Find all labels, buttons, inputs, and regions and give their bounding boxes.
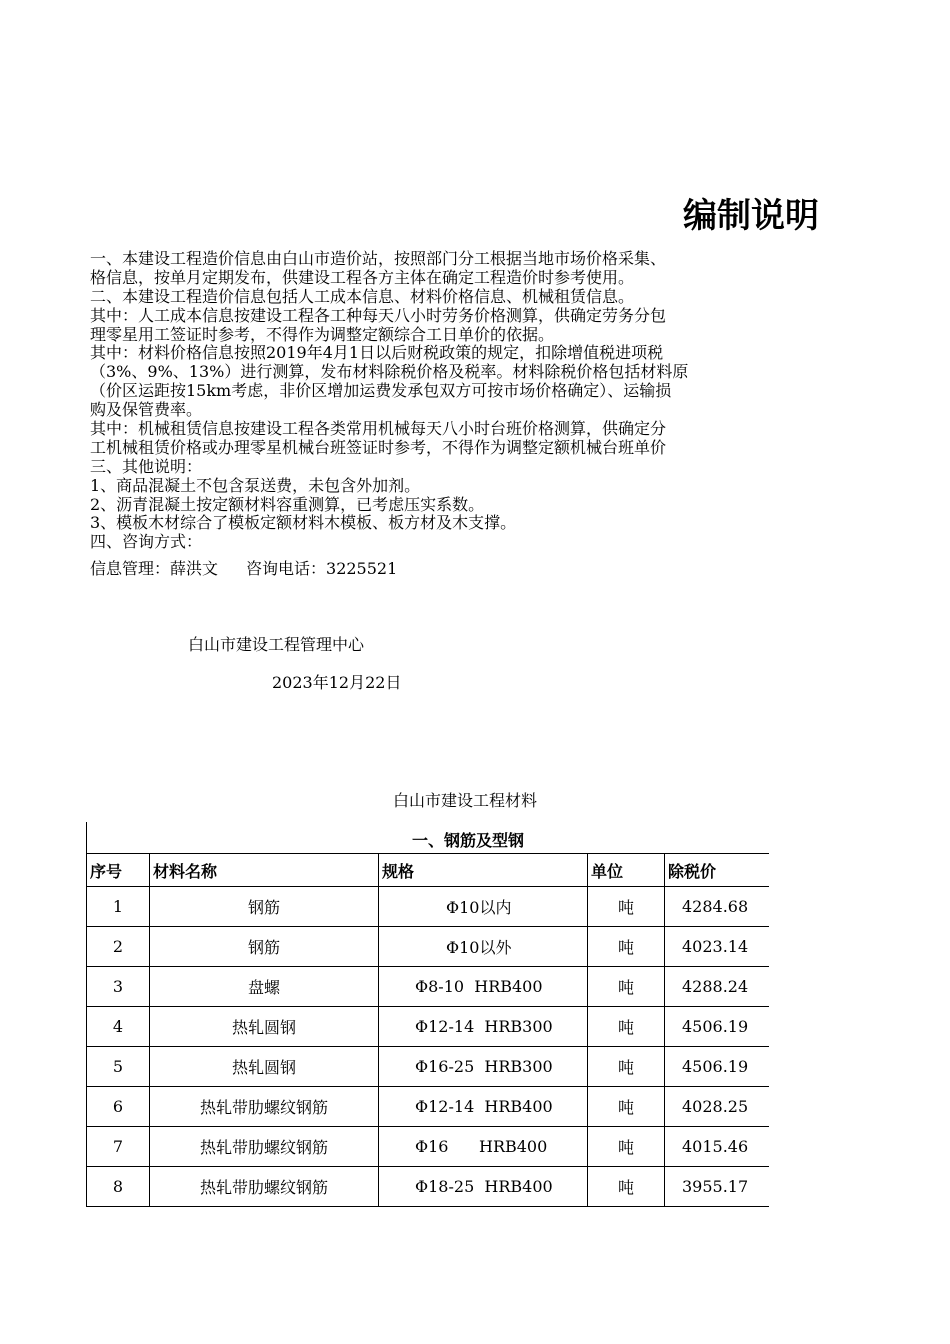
paragraph-line: 格信息，按单月定期发布，供建设工程各方主体在确定工程造价时参考使用。 (90, 267, 635, 287)
cell-price: 4506.19 (665, 1007, 769, 1047)
cell-unit: 吨 (588, 1167, 665, 1207)
table-title: 白山市建设工程材料 (393, 791, 538, 810)
paragraph-line: 一、本建设工程造价信息由白山市造价站，按照部门分工根据当地市场价格采集、 (90, 249, 667, 268)
table-row (87, 1047, 769, 1087)
paragraph-line: 1、商品混凝土不包含泵送费，未包含外加剂。 (90, 475, 421, 495)
cell-price: 4015.46 (665, 1127, 769, 1167)
cell-price: 4028.25 (665, 1087, 769, 1127)
cell-spec: Φ12-14 HRB300 (379, 1007, 588, 1047)
table-row (87, 1127, 769, 1167)
cell-spec: Φ16 HRB400 (379, 1127, 588, 1167)
table-row (87, 967, 769, 1007)
cell-price: 4506.19 (665, 1047, 769, 1087)
page-title: 编制说明 (683, 196, 819, 236)
cell-unit: 吨 (588, 1127, 665, 1167)
publish-date: 2023年12月22日 (272, 673, 402, 692)
table-row (87, 927, 769, 967)
cell-spec: Φ10以内 (379, 887, 588, 927)
paragraph-line: （价区运距按15km考虑，非价区增加运费发承包双方可按市场价格确定）、运输损 (90, 381, 672, 401)
table-header-row (87, 854, 769, 887)
header-price: 除税价 (665, 854, 769, 887)
cell-no: 5 (87, 1047, 150, 1087)
consult-phone: 咨询电话：3225521 (246, 559, 398, 578)
paragraph-line: （3%、9%、13%）进行测算，发布材料除税价格及税率。材料除税价格包括材料原 (90, 362, 689, 382)
paragraph-line: 2、沥青混凝土按定额材料容重测算，已考虑压实系数。 (90, 494, 485, 514)
cell-name: 钢筋 (150, 927, 379, 967)
section-left-border (86, 822, 87, 854)
header-no: 序号 (87, 854, 150, 887)
header-spec: 规格 (379, 854, 588, 887)
info-manager: 信息管理：薛洪文 (90, 559, 219, 578)
cell-no: 1 (87, 887, 150, 927)
cell-spec: Φ18-25 HRB400 (379, 1167, 588, 1207)
table-row (87, 887, 769, 927)
cell-name: 盘螺 (150, 967, 379, 1007)
cell-no: 7 (87, 1127, 150, 1167)
materials-table (86, 853, 769, 1207)
cell-unit: 吨 (588, 967, 665, 1007)
table-row (87, 1007, 769, 1047)
cell-name: 热轧带肋螺纹钢筋 (150, 1127, 379, 1167)
cell-no: 4 (87, 1007, 150, 1047)
cell-no: 3 (87, 967, 150, 1007)
paragraph-line: 其中：材料价格信息按照2019年4月1日以后财税政策的规定，扣除增值税进项税 (90, 343, 664, 363)
section-title: 一、钢筋及型钢 (412, 831, 525, 850)
description-paragraphs (90, 250, 688, 552)
cell-name: 热轧圆钢 (150, 1007, 379, 1047)
paragraph-line: 四、咨询方式： (90, 532, 203, 552)
paragraph-line: 三、其他说明： (90, 456, 203, 476)
cell-price: 4023.14 (665, 927, 769, 967)
paragraph-line: 3、模板木材综合了模板定额材料木模板、板方材及木支撑。 (90, 513, 517, 533)
paragraph-line: 其中：人工成本信息按建设工程各工种每天八小时劳务价格测算，供确定劳务分包 (90, 305, 667, 325)
cell-unit: 吨 (588, 887, 665, 927)
cell-no: 2 (87, 927, 150, 967)
cell-spec: Φ16-25 HRB300 (379, 1047, 588, 1087)
cell-unit: 吨 (588, 1007, 665, 1047)
contact-info (90, 556, 397, 579)
cell-no: 6 (87, 1087, 150, 1127)
cell-name: 钢筋 (150, 887, 379, 927)
organization-name: 白山市建设工程管理中心 (188, 635, 365, 654)
paragraph-line: 工机械租赁价格或办理零星机械台班签证时参考，不得作为调整定额机械台班单价 (90, 437, 667, 457)
cell-unit: 吨 (588, 1087, 665, 1127)
cell-no: 8 (87, 1167, 150, 1207)
header-name: 材料名称 (150, 854, 379, 887)
cell-unit: 吨 (588, 927, 665, 967)
paragraph-line: 理零星用工签证时参考，不得作为调整定额综合工日单价的依据。 (90, 324, 555, 344)
cell-price: 4288.24 (665, 967, 769, 1007)
cell-spec: Φ10以外 (379, 927, 588, 967)
paragraph-line: 购及保管费率。 (90, 400, 203, 420)
table-row (87, 1167, 769, 1207)
table-row (87, 1087, 769, 1127)
cell-unit: 吨 (588, 1047, 665, 1087)
cell-spec: Φ8-10 HRB400 (379, 967, 588, 1007)
header-unit: 单位 (588, 854, 665, 887)
paragraph-line: 其中：机械租赁信息按建设工程各类常用机械每天八小时台班价格测算，供确定分 (90, 419, 667, 439)
cell-name: 热轧圆钢 (150, 1047, 379, 1087)
cell-spec: Φ12-14 HRB400 (379, 1087, 588, 1127)
paragraph-line: 二、本建设工程造价信息包括人工成本信息、材料价格信息、机械租赁信息。 (90, 286, 635, 306)
cell-name: 热轧带肋螺纹钢筋 (150, 1167, 379, 1207)
cell-name: 热轧带肋螺纹钢筋 (150, 1087, 379, 1127)
cell-price: 3955.17 (665, 1167, 769, 1207)
cell-price: 4284.68 (665, 887, 769, 927)
